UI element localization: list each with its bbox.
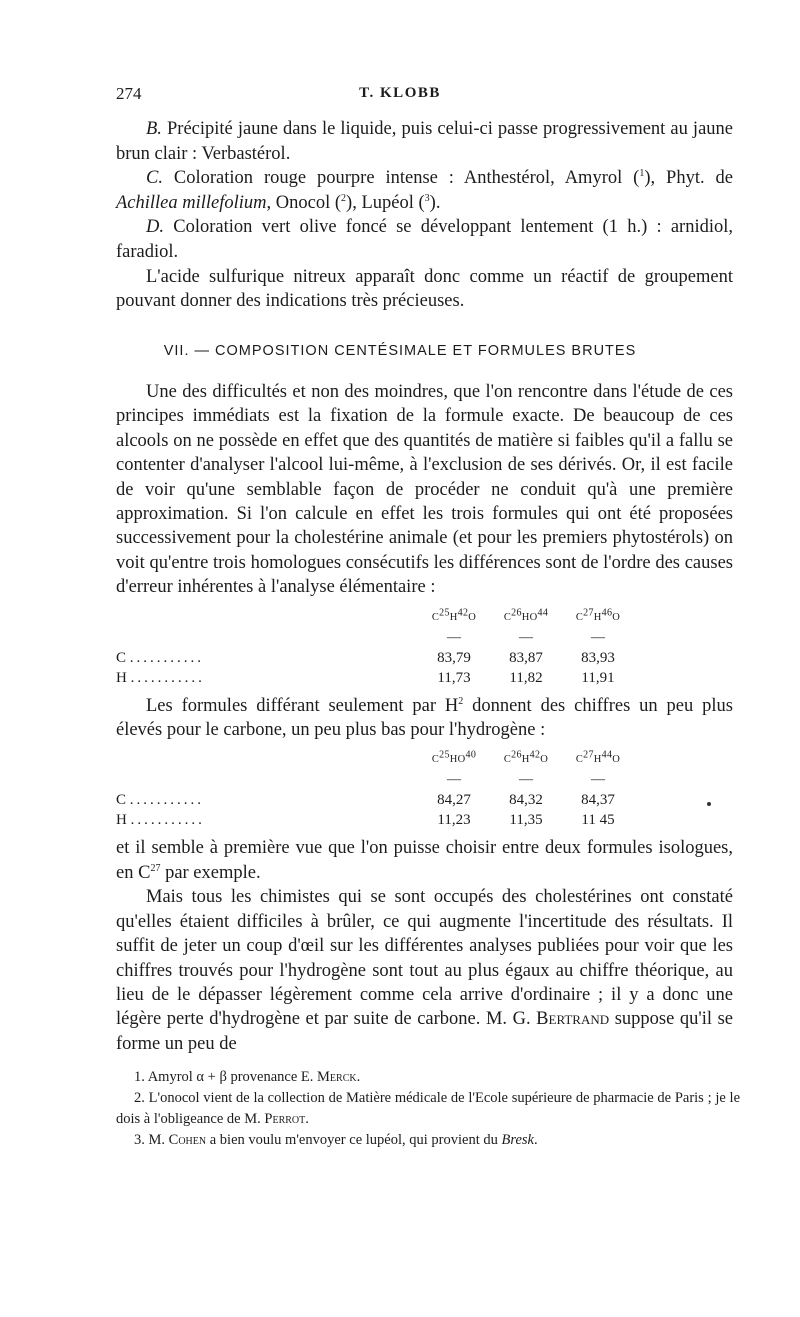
formula-header <box>418 750 490 770</box>
formula-part: O <box>612 754 621 766</box>
author-name: Bertrand <box>536 1009 610 1030</box>
column-rule: — <box>591 629 605 645</box>
table-header-row <box>116 608 634 628</box>
footnotes <box>116 1067 740 1151</box>
reaction-c-text: Coloration rouge pourpre intense : Anthestérol, Amyrol ( <box>173 168 640 189</box>
reaction-c-label: C. <box>146 168 163 189</box>
footnote-ref-2: 2 <box>341 192 347 204</box>
table-cell: 11,35 <box>509 812 543 829</box>
section-heading: VII. — COMPOSITION CENTÉSIMALE ET FORMULES BRUTES <box>163 343 637 359</box>
table-cell: 84,37 <box>581 792 615 809</box>
formula-header <box>562 750 634 770</box>
footnote-2: 2. L'onocol vient de la collection de Matière médicale de l'Ecole supérieure de pharmacie de Paris ; je le dois à l'obligeance de M. Perrot. <box>116 1090 741 1127</box>
table-row <box>116 668 634 688</box>
reaction-b <box>116 117 733 166</box>
formula-header <box>418 608 490 628</box>
formula-header <box>490 608 562 628</box>
table-cell: 83,87 <box>509 649 543 666</box>
formula-header <box>490 750 562 770</box>
footnote-1: 1. Amyrol α + β provenance E. Merck. <box>134 1069 361 1085</box>
footnote-ref-3: 3 <box>424 192 430 204</box>
table-cell: 11 45 <box>581 812 615 829</box>
table-header-row <box>116 750 634 770</box>
element-label: C ........... <box>116 649 205 666</box>
paragraph-combustion: Mais tous les chimistes qui se sont occupés des cholestérines ont constaté qu'elles étaient difficiles à brûler, ce qui augmente l'incertitude des résultats. Il suffit de jeter un coup d'œil sur les différentes analyses publiées pour voir que les chiffres trouvés pour l'hydrogène sont tout au plus égaux au chiffre théorique, au lieu de le dépasser légèrement comme cela arrive d'ordinaire ; il y a donc une légère perte d'hydrogène et par suite de carbone. M. G. Bertrand suppose qu'il se forme un peu de <box>116 887 733 1054</box>
reaction-c <box>116 166 733 215</box>
formula-part: C <box>503 611 512 623</box>
column-rule: — <box>519 772 533 788</box>
table-cell: 11,91 <box>581 669 615 686</box>
reaction-b-label: B. <box>146 119 162 139</box>
formula-part: O <box>468 611 477 623</box>
table-cell: 11,82 <box>509 669 543 686</box>
composition-table-1 <box>116 608 634 688</box>
formula-index: 42 <box>529 749 541 761</box>
formula-index: 40 <box>465 749 477 761</box>
column-rule: — <box>519 629 533 645</box>
table-rule-row <box>116 770 634 790</box>
reaction-d-text: Coloration vert olive foncé se développant lentement (1 h.) : arnidiol, faradiol. <box>116 217 733 262</box>
page-number: 274 <box>116 84 142 103</box>
margin-speck <box>707 802 711 806</box>
formula-part: O <box>612 611 621 623</box>
element-label: H ........... <box>116 669 205 686</box>
reaction-list <box>116 117 733 314</box>
formula-index: 27 <box>583 749 594 761</box>
reaction-c-text: ), Lupéol ( <box>346 192 425 213</box>
formula-index: 44 <box>537 607 549 619</box>
formula-part: C <box>503 754 512 766</box>
column-rule: — <box>591 772 605 788</box>
table-cell: 11,73 <box>437 669 471 686</box>
reaction-c-text: , Onocol ( <box>266 192 342 213</box>
formula-index: 46 <box>601 607 613 619</box>
formula-part: H <box>449 611 458 623</box>
formula-index: 27 <box>583 607 594 619</box>
species-name: Achillea millefolium <box>116 192 267 213</box>
formula-index: 25 <box>439 607 450 619</box>
table-cell: 84,32 <box>509 792 543 809</box>
paragraph-formulas: Les formules différant seulement par $H^2$ donnent des chiffres un peu plus élevés pour le carbone, un peu plus bas pour l'hydrogène : <box>116 695 733 741</box>
formula-part: C <box>575 754 584 766</box>
formula-index: 25 <box>439 749 450 761</box>
formula-part: O <box>540 754 549 766</box>
formula-part: C <box>431 611 440 623</box>
reaction-d-label: D. <box>146 217 164 238</box>
formula-part: C <box>431 754 440 766</box>
composition-table-2 <box>116 750 634 830</box>
table-row <box>116 790 634 810</box>
column-rule: — <box>447 629 461 645</box>
table-row <box>116 648 634 668</box>
table-rule-row <box>116 628 634 648</box>
table-cell: 83,93 <box>581 649 615 666</box>
footnote-3: 3. M. Cohen a bien voulu m'envoyer ce lupéol, qui provient du Bresk. <box>134 1132 538 1148</box>
conclusion-paragraph: L'acide sulfurique nitreux apparaît donc comme un réactif de groupement pouvant donner des indications très précieuses. <box>116 266 733 312</box>
formula-part: HO <box>449 754 466 766</box>
running-title: T. KLOBB <box>359 85 441 101</box>
formula-index: 26 <box>511 607 522 619</box>
formula-header <box>562 608 634 628</box>
footnote-ref-1: 1 <box>639 168 645 180</box>
table-cell: 11,23 <box>437 812 471 829</box>
paragraph-isologues: et il semble à première vue que l'on puisse choisir entre deux formules isologues, en $C^{27}$ par exemple. <box>116 838 733 883</box>
formula-index: 42 <box>457 607 469 619</box>
table-cell: 84,27 <box>437 792 471 809</box>
table-row <box>116 810 634 830</box>
formula-part: C <box>575 611 584 623</box>
table-cell: 83,79 <box>437 649 471 666</box>
reaction-c-text: ). <box>429 192 441 213</box>
formula-index: 44 <box>601 749 613 761</box>
reaction-b-text: Précipité jaune dans le liquide, puis celui-ci passe progressivement au jaune brun clair : Verbastérol. <box>116 119 733 164</box>
formula-part: HO <box>521 611 538 623</box>
column-rule: — <box>447 772 461 788</box>
element-label: H ........... <box>116 812 205 829</box>
formula-part: H <box>593 754 602 766</box>
reaction-c-text: ), Phyt. de <box>644 168 734 189</box>
formula-index: 26 <box>511 749 522 761</box>
element-label: C ........... <box>116 792 205 809</box>
formula-part: H <box>521 754 530 766</box>
formula-part: H <box>593 611 602 623</box>
paragraph-difficulties: Une des difficultés et non des moindres, que l'on rencontre dans l'étude de ces principes immédiats est la fixation de la formule exacte. De beaucoup de ces alcools on ne possède en effet que des quantités de matière si faibles qu'il a fallu se contenter d'analyser l'alcool lui-même, à l'exclusion de ses dérivés. Or, il est facile de voir qu'une semblable façon de procéder ne conduit qu'à une première approximation. Si l'on calcule en effet les trois formules qui ont été proposées successivement pour la cholestérine animale (et pour les premiers phytostérols) on voit qu'entre trois homologues consécutifs les différences sont de l'ordre des causes d'erreur inhérentes à l'analyse élémentaire : <box>116 382 733 598</box>
section-body <box>116 380 733 1056</box>
reaction-d <box>116 215 733 264</box>
